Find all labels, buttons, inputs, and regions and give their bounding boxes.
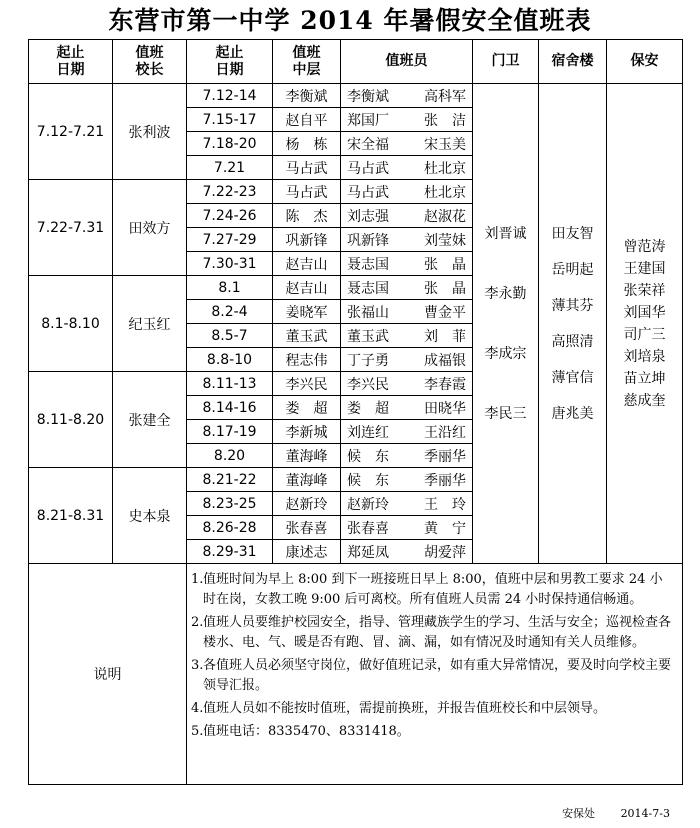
staff-name: 郑延凤 [347,544,389,561]
staff-cell [341,324,473,348]
principal-cell: 纪玉红 [113,276,187,372]
staff-name: 张春喜 [347,520,389,537]
staff-name: 田晓华 [424,400,466,417]
note-text: 值班时间为早上 8:00 到下一班接班日早上 8:00，值班中层和男教工要求 24 小时在岗，女教工晚 9:00 后可离校。所有值班人员需 24 小时保持通信畅通。 [203,572,663,607]
gate-name: 刘晋诚 [484,225,527,242]
mid-level-cell: 马占武 [273,156,341,180]
period-cell: 8.1-8.10 [29,276,113,372]
footer [562,805,670,821]
staff-name: 杜北京 [424,184,466,201]
principal-cell: 张利波 [113,84,187,180]
mid-level-cell: 李衡斌 [273,84,341,108]
security-name: 苗立坤 [623,370,666,387]
mid-level-cell: 程志伟 [273,348,341,372]
dorm-name: 薄其芬 [551,297,594,314]
staff-name: 李春霞 [424,376,466,393]
mid-level-cell: 李兴民 [273,372,341,396]
staff-cell [341,228,473,252]
staff-name: 高科军 [424,88,466,105]
security-name: 慈成奎 [623,392,666,409]
staff-name: 黄 宁 [424,520,466,537]
staff-name: 胡爱萍 [424,544,466,561]
shift-dates-cell: 7.24-26 [187,204,273,228]
security-name: 刘国华 [623,304,666,321]
period-cell: 8.21-8.31 [29,468,113,564]
shift-dates-cell: 8.20 [187,444,273,468]
note-item [191,656,674,696]
shift-dates-cell: 8.29-31 [187,540,273,564]
staff-name: 李兴民 [347,376,389,393]
staff-cell [341,468,473,492]
note-item [191,699,674,719]
dorm-name: 唐兆美 [551,405,594,422]
staff-cell [341,156,473,180]
staff-cell [341,132,473,156]
table-row [29,84,683,108]
note-text: 值班人员要维护校园安全，指导、管理藏族学生的学习、生活与安全；巡视检查各楼水、电、气、暖是否有跑、冒、滴、漏，如有情况及时通知有关人员维修。 [203,615,672,650]
staff-name: 王 玲 [424,496,466,513]
dorm-name: 高照清 [551,333,594,350]
mid-level-cell: 董海峰 [273,468,341,492]
staff-name: 候 东 [347,472,389,489]
note-number: 2. [191,615,204,630]
security-name: 张荣祥 [623,282,666,299]
header-dorm: 宿舍楼 [539,40,607,84]
mid-level-cell: 杨 栋 [273,132,341,156]
shift-dates-cell: 8.14-16 [187,396,273,420]
staff-name: 董玉武 [347,328,389,345]
header-mid-level: 值班 中层 [273,40,341,84]
shift-dates-cell: 8.17-19 [187,420,273,444]
staff-name: 马占武 [347,160,389,177]
shift-dates-cell: 8.26-28 [187,516,273,540]
staff-name: 丁子勇 [347,352,389,369]
mid-level-cell: 姜晓军 [273,300,341,324]
shift-dates-cell: 7.12-14 [187,84,273,108]
schedule-body [29,84,683,785]
header-staff: 值班员 [341,40,473,84]
staff-cell [341,300,473,324]
header-principal: 值班 校长 [113,40,187,84]
mid-level-cell: 康述志 [273,540,341,564]
staff-cell [341,204,473,228]
header-period: 起止 日期 [29,40,113,84]
mid-level-cell: 赵吉山 [273,252,341,276]
principal-cell: 史本泉 [113,468,187,564]
mid-level-cell: 李新城 [273,420,341,444]
security-name: 刘培泉 [623,348,666,365]
staff-cell [341,276,473,300]
staff-cell [341,492,473,516]
staff-cell [341,444,473,468]
staff-name: 张 晶 [424,280,466,297]
staff-name: 聂志国 [347,256,389,273]
mid-level-cell: 马占武 [273,180,341,204]
shift-dates-cell: 7.18-20 [187,132,273,156]
mid-level-cell: 赵自平 [273,108,341,132]
shift-dates-cell: 7.27-29 [187,228,273,252]
period-cell: 8.11-8.20 [29,372,113,468]
notes-label: 说明 [29,564,187,785]
header-row [29,40,683,84]
note-text: 值班人员如不能按时值班，需提前换班，并报告值班校长和中层领导。 [203,701,607,716]
security-name: 曾范涛 [623,238,666,255]
period-cell: 7.12-7.21 [29,84,113,180]
staff-cell [341,420,473,444]
staff-name: 曹金平 [424,304,466,321]
staff-cell [341,180,473,204]
staff-name: 候 东 [347,448,389,465]
mid-level-cell: 陈 杰 [273,204,341,228]
staff-name: 刘志强 [347,208,389,225]
principal-cell: 张建全 [113,372,187,468]
staff-name: 张 晶 [424,256,466,273]
mid-level-cell: 赵新玲 [273,492,341,516]
security-name: 王建国 [623,260,666,277]
gate-column-cell [473,84,539,564]
staff-name: 张 洁 [424,112,466,129]
staff-name: 刘连红 [347,424,389,441]
period-cell: 7.22-7.31 [29,180,113,276]
staff-name: 赵新玲 [347,496,389,513]
staff-name: 郑国厂 [347,112,389,129]
gate-name: 李永勤 [484,285,527,302]
staff-cell [341,84,473,108]
staff-cell [341,348,473,372]
staff-name: 赵淑花 [424,208,466,225]
staff-name: 杜北京 [424,160,466,177]
staff-cell [341,540,473,564]
mid-level-cell: 张春喜 [273,516,341,540]
mid-level-cell: 董玉武 [273,324,341,348]
staff-cell [341,396,473,420]
shift-dates-cell: 8.1 [187,276,273,300]
staff-cell [341,108,473,132]
note-item [191,722,674,742]
staff-name: 宋全福 [347,136,389,153]
header-security: 保安 [607,40,683,84]
principal-cell: 田效方 [113,180,187,276]
shift-dates-cell: 8.2-4 [187,300,273,324]
staff-name: 季丽华 [424,448,466,465]
header-gate: 门卫 [473,40,539,84]
notes-list [191,570,674,742]
mid-level-cell: 赵吉山 [273,276,341,300]
duty-schedule-table [28,39,683,785]
shift-dates-cell: 8.11-13 [187,372,273,396]
staff-name: 张福山 [347,304,389,321]
mid-level-cell: 巩新锋 [273,228,341,252]
note-number: 1. [191,572,204,587]
staff-name: 宋玉美 [424,136,466,153]
shift-dates-cell: 8.23-25 [187,492,273,516]
gate-name: 李民三 [484,405,527,422]
staff-cell [341,516,473,540]
shift-dates-cell: 8.21-22 [187,468,273,492]
dorm-name: 岳明起 [551,261,594,278]
staff-name: 李衡斌 [347,88,389,105]
note-text: 各值班人员必须坚守岗位，做好值班记录，如有重大异常情况，要及时向学校主要领导汇报。 [203,658,672,693]
note-text: 值班电话：8335470、8331418。 [203,724,410,739]
page-title: 东营市第一中学 2014 年暑假安全值班表 [108,6,592,35]
security-column-cell [607,84,683,564]
staff-name: 马占武 [347,184,389,201]
header-shift-dates: 起止 日期 [187,40,273,84]
staff-name: 娄 超 [347,400,389,417]
gate-name: 李成宗 [484,345,527,362]
note-item [191,570,674,610]
staff-name: 刘 菲 [424,328,466,345]
staff-name: 季丽华 [424,472,466,489]
note-item [191,613,674,653]
mid-level-cell: 董海峰 [273,444,341,468]
staff-name: 王沿红 [424,424,466,441]
shift-dates-cell: 7.15-17 [187,108,273,132]
shift-dates-cell: 8.8-10 [187,348,273,372]
shift-dates-cell: 7.21 [187,156,273,180]
staff-cell [341,252,473,276]
notes-content [187,564,683,785]
shift-dates-cell: 7.30-31 [187,252,273,276]
staff-name: 聂志国 [347,280,389,297]
shift-dates-cell: 7.22-23 [187,180,273,204]
staff-name: 成福银 [424,352,466,369]
staff-name: 巩新锋 [347,232,389,249]
dorm-name: 薄官信 [551,369,594,386]
footer-date: 2014-7-3 [620,807,670,820]
security-name: 司广三 [623,326,666,343]
note-number: 3. [191,658,204,673]
dorm-column-cell [539,84,607,564]
footer-department: 安保处 [562,807,596,820]
shift-dates-cell: 8.5-7 [187,324,273,348]
notes-row [29,564,683,785]
note-number: 4. [191,701,204,716]
mid-level-cell: 娄 超 [273,396,341,420]
staff-cell [341,372,473,396]
staff-name: 刘莹妹 [424,232,466,249]
note-number: 5. [191,724,204,739]
dorm-name: 田友智 [551,225,594,242]
